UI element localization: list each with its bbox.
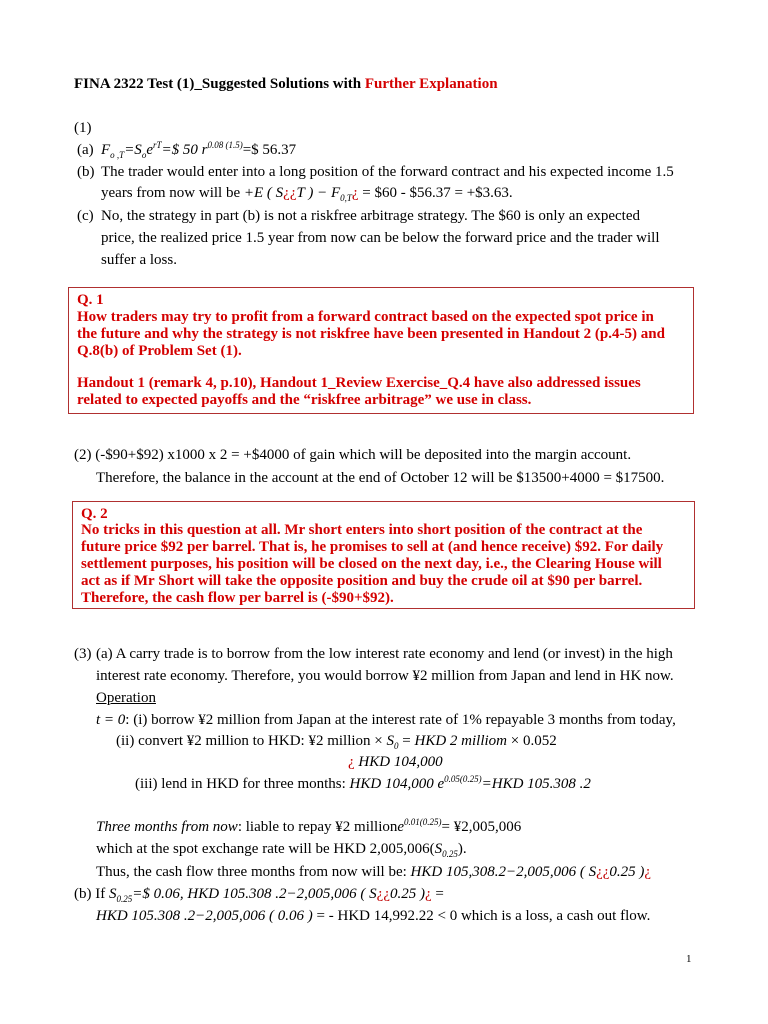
- q1-b-line2: years from now will be +E ( S¿¿T ) − $F_{0,T}¿$ = $60 - $56.37 = +$3.63.: [101, 185, 513, 203]
- q3-number: (3): [74, 646, 92, 662]
- box1-line5: related to expected payoffs and the “riskfree arbitrage” we use in class.: [77, 392, 532, 408]
- q3-a-line1: (a) A carry trade is to borrow from the low interest rate economy and lend (or invest) in the high: [96, 646, 673, 662]
- q1-c-label: (c): [77, 208, 94, 224]
- page-number: 1: [686, 953, 692, 965]
- q1-c-line1: No, the strategy in part (b) is not a riskfree arbitrage strategy. The $60 is only an expected: [101, 208, 640, 224]
- box1-title: Q. 1: [77, 292, 104, 308]
- box2-line1: No tricks in this question at all. Mr short enters into short position of the contract at the: [81, 522, 643, 538]
- q2-line1: (2) (-$90+$92) x1000 x 2 = +$4000 of gain which will be deposited into the margin account.: [74, 447, 632, 463]
- q3-convert-line: (ii) convert ¥2 million to HKD: ¥2 million × $S_0$ = HKD 2 milliom × 0.052: [116, 733, 557, 751]
- box2-line4: act as if Mr Short will take the opposite position and buy the crude oil at $90 per barrel.: [81, 573, 643, 589]
- title-main: FINA 2322 Test (1)_Suggested Solutions with: [74, 76, 365, 92]
- q3-t0-line: t = 0: (i) borrow ¥2 million from Japan at the interest rate of 1% repayable 3 months from today,: [96, 712, 676, 728]
- box2-line5: Therefore, the cash flow per barrel is (-$90+$92).: [81, 590, 394, 606]
- q3-b-line2: HKD 105.308 .2−2,005,006 ( 0.06 ) = - HKD 14,992.22 < 0 which is a loss, a cash out flow.: [96, 908, 651, 924]
- box2-line3: settlement purposes, his position will be closed on the next day, i.e., the Clearing House will: [81, 556, 662, 572]
- q1-c-line3: suffer a loss.: [101, 252, 177, 268]
- page-title: [74, 75, 498, 93]
- q3-operation-heading: Operation: [96, 690, 156, 706]
- explanation-box-q2: [72, 501, 695, 609]
- q1-a-formula: $F_{o ,T}=S_oe^{rT}=\$$ 50 $r^{0.08 (1.5)}=\$$ 56.37: [101, 140, 297, 160]
- q1-b-label: (b): [77, 164, 95, 180]
- q3-cash-flow-line: Thus, the cash flow three months from now will be: HKD 105,308.2−2,005,006 ( S¿¿0.25 )¿: [96, 864, 652, 880]
- q3-b-line1: (b) If $S_{0.25}=\$$ 0.06, HKD 105.308 .2−2,005,006 ( S¿¿0.25 )¿ =: [74, 886, 444, 904]
- q3-a-line2: interest rate economy. Therefore, you would borrow ¥2 million from Japan and lend in HK now.: [96, 668, 674, 684]
- q1-number: (1): [74, 120, 92, 136]
- q1-c-line2: price, the realized price 1.5 year from now can be below the forward price and the trader will: [101, 230, 660, 246]
- q2-line2: Therefore, the balance in the account at the end of October 12 will be $13500+4000 = $17500.: [96, 470, 665, 486]
- explanation-box-q1: [68, 287, 694, 414]
- box1-line4: Handout 1 (remark 4, p.10), Handout 1_Review Exercise_Q.4 have also addressed issues: [77, 375, 641, 391]
- q3-convert-result: ¿ HKD 104,000: [348, 754, 443, 770]
- box1-line3: Q.8(b) of Problem Set (1).: [77, 343, 242, 359]
- q3-lend-line: (iii) lend in HKD for three months: HKD 104,000 $e^{0.05(0.25)}=HKD$ 105.308 .2: [135, 774, 591, 792]
- q1-b-line1: The trader would enter into a long position of the forward contract and his expected income 1.5: [101, 164, 674, 180]
- box2-line2: future price $92 per barrel. That is, he promises to sell at (and hence receive) $92. For daily: [81, 539, 664, 555]
- box1-line2: the future and why the strategy is not riskfree have been presented in Handout 2 (p.4-5) and: [77, 326, 665, 342]
- title-highlight: Further Explanation: [364, 76, 498, 92]
- q3-spot-rate-line: which at the spot exchange rate will be HKD $2,005,006(S_{0.25})$.: [96, 841, 467, 859]
- q1-a-label: (a): [77, 142, 94, 158]
- box1-line1: How traders may try to profit from a forward contract based on the expected spot price in: [77, 309, 654, 325]
- box2-title: Q. 2: [81, 506, 108, 522]
- q3-three-months-line: Three months from now: liable to repay ¥2 millione$^{0.01(0.25)}$= ¥2,005,006: [96, 817, 522, 835]
